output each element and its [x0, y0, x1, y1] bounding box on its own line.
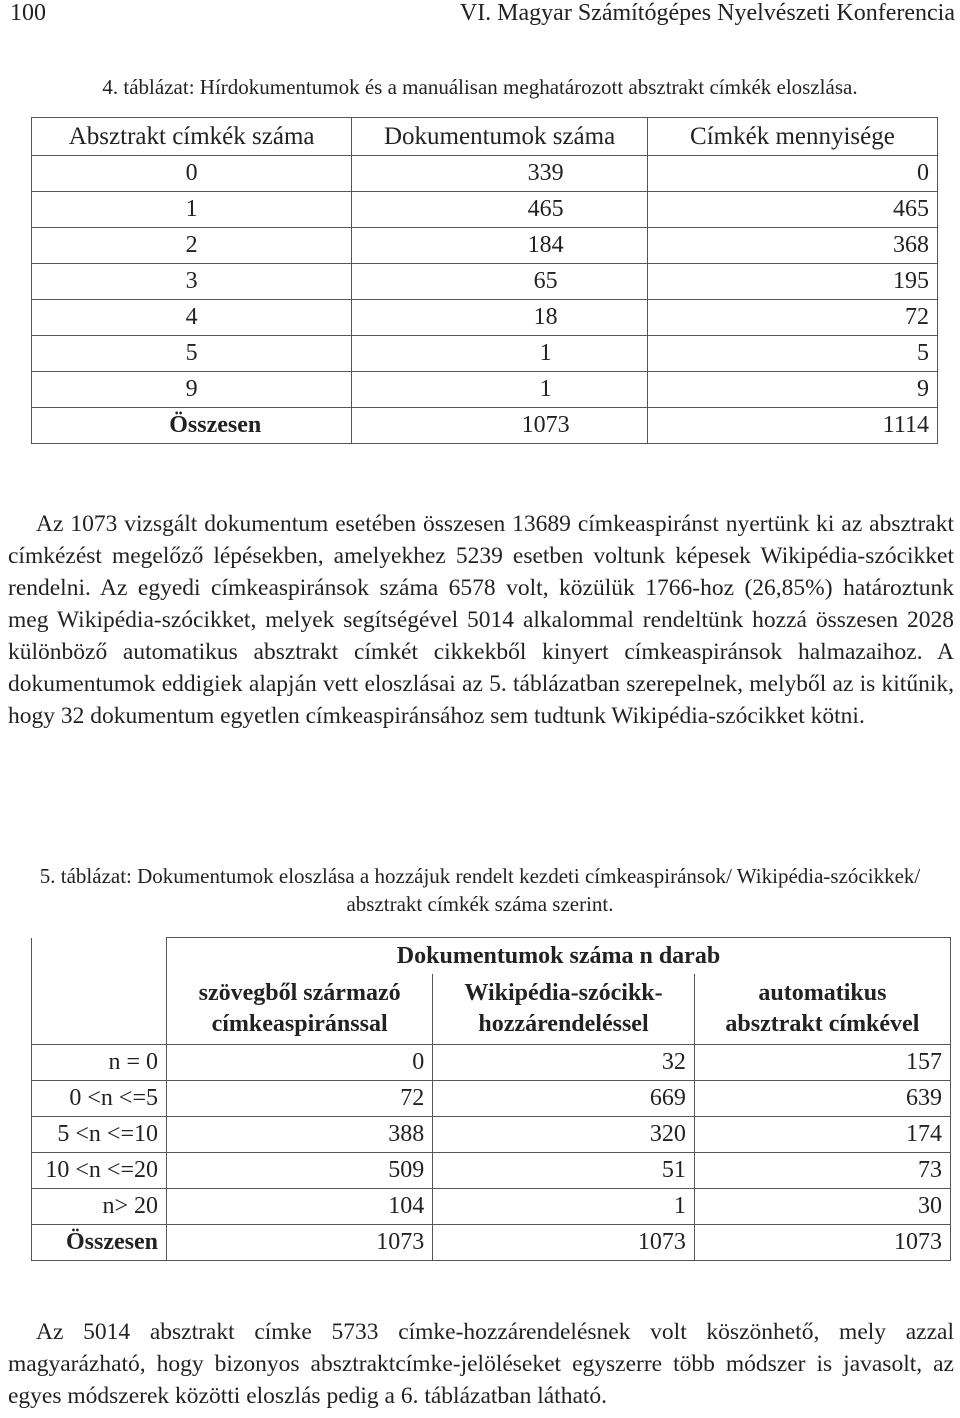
- table-cell: 30: [694, 1189, 950, 1225]
- table-cell: 465: [352, 192, 648, 228]
- table-cell: 1073: [167, 1225, 433, 1261]
- total-label: Összesen: [32, 408, 352, 444]
- body-paragraph: [8, 1316, 954, 1412]
- table5-caption: 5. táblázat: Dokumentumok eloszlása a hozzájuk rendelt kezdeti címkeaspiránsok/ Wikipédia-szócikkek/ absztrakt címkék száma szerint.: [39, 864, 921, 916]
- table-cell: 1: [352, 336, 648, 372]
- table-row: [32, 372, 938, 408]
- table-cell: 65: [352, 264, 648, 300]
- table-row: [32, 192, 938, 228]
- header-line: szövegből származó: [198, 980, 401, 1006]
- header-line: Wikipédia-szócikk-: [464, 980, 663, 1006]
- table5-subheader-row: [32, 974, 951, 1045]
- table-row: [32, 1117, 951, 1153]
- table-row: [32, 300, 938, 336]
- row-label: 10 <n <=20: [32, 1153, 167, 1189]
- table-cell: 9: [647, 372, 937, 408]
- table-cell: 1073: [694, 1225, 950, 1261]
- table-cell: 174: [694, 1117, 950, 1153]
- table-cell: 639: [694, 1081, 950, 1117]
- table-cell: 669: [433, 1081, 695, 1117]
- table4-col-header: Címkék mennyisége: [647, 118, 937, 156]
- header-line: címkeaspiránssal: [211, 1011, 388, 1037]
- table-cell: 1: [32, 192, 352, 228]
- table-cell: 1: [352, 372, 648, 408]
- table5-col-header: [433, 974, 695, 1045]
- table4-col-header: Dokumentumok száma: [352, 118, 648, 156]
- table5-col-header: [694, 974, 950, 1045]
- table4-header-row: [32, 118, 938, 156]
- table5-group-header: Dokumentumok száma n darab: [167, 938, 951, 975]
- row-label: 5 <n <=10: [32, 1117, 167, 1153]
- table-cell: 339: [352, 156, 648, 192]
- table-row: [32, 1189, 951, 1225]
- body-paragraph: [8, 508, 954, 732]
- table5-group-header-row: [32, 938, 951, 975]
- table-cell: 72: [647, 300, 937, 336]
- table-cell: 1114: [647, 408, 937, 444]
- table5: [31, 937, 951, 1261]
- paragraph-text: Az 5014 absztrakt címke 5733 címke-hozzárendelésnek volt köszönhető, mely azzal magyarázható, hogy bizonyos absztraktcímke-jelöléseket egyszerre több módszer is javasolt, az egyes módszerek közötti eloszlás pedig a 6. táblázatban látható.: [8, 1319, 954, 1409]
- table-cell: 18: [352, 300, 648, 336]
- table-cell: 1: [433, 1189, 695, 1225]
- table-cell: 5: [32, 336, 352, 372]
- table4-col-header: Absztrakt címkék száma: [32, 118, 352, 156]
- table-cell: 0: [167, 1045, 433, 1081]
- table-cell: 32: [433, 1045, 695, 1081]
- table-cell: 4: [32, 300, 352, 336]
- table-cell: 73: [694, 1153, 950, 1189]
- table-cell: 0: [32, 156, 352, 192]
- row-label: 0 <n <=5: [32, 1081, 167, 1117]
- table-cell: 320: [433, 1117, 695, 1153]
- table-row: [32, 228, 938, 264]
- table-total-row: [32, 1225, 951, 1261]
- header-line: automatikus: [758, 980, 887, 1006]
- table-cell: 388: [167, 1117, 433, 1153]
- table4-caption: 4. táblázat: Hírdokumentumok és a manuálisan meghatározott absztrakt címkék eloszlása.: [102, 75, 858, 99]
- table-cell: 2: [32, 228, 352, 264]
- table5-col-header: [167, 974, 433, 1045]
- table-total-row: [32, 408, 938, 444]
- table5-corner-cell: [32, 938, 167, 1045]
- table-cell: 509: [167, 1153, 433, 1189]
- page-number: 100: [10, 0, 46, 26]
- table-cell: 5: [647, 336, 937, 372]
- total-label: Összesen: [32, 1225, 167, 1261]
- table-cell: 1073: [433, 1225, 695, 1261]
- table-row: [32, 1045, 951, 1081]
- table-cell: 3: [32, 264, 352, 300]
- table-cell: 1073: [352, 408, 648, 444]
- paragraph-text: Az 1073 vizsgált dokumentum esetében összesen 13689 címkeaspiránst nyertünk ki az absztrakt címkézést megelőző lépésekben, amelyekhez 5239 esetben voltunk képesek Wikipédia-szócikket rendelni. Az egyedi címkeaspiránsok száma 6578 volt, közülük 1766-hoz (26,85%) határoztunk meg Wikipédia-szócikket, melyek segítségével 5014 alkalommal rendeltünk hozzá összesen 2028 különböző automatikus absztrakt címkét cikkekből kinyert címkeaspiránsok halmazaihoz. A dokumentumok eddigiek alapján vett eloszlásai az 5. táblázatban szerepelnek, melyből az is kitűnik, hogy 32 dokumentum egyetlen címkeaspiránsához sem tudtunk Wikipédia-szócikket kötni.: [8, 511, 954, 729]
- table4: [31, 117, 938, 444]
- table-cell: 51: [433, 1153, 695, 1189]
- table-row: [32, 1153, 951, 1189]
- table-row: [32, 264, 938, 300]
- table-cell: 195: [647, 264, 937, 300]
- header-line: absztrakt címkével: [725, 1011, 920, 1037]
- table-cell: 157: [694, 1045, 950, 1081]
- table-row: [32, 1081, 951, 1117]
- row-label: n> 20: [32, 1189, 167, 1225]
- page-header: [10, 0, 955, 30]
- header-line: hozzárendeléssel: [478, 1011, 649, 1037]
- table-row: [32, 156, 938, 192]
- table-cell: 9: [32, 372, 352, 408]
- table-cell: 368: [647, 228, 937, 264]
- table-cell: 72: [167, 1081, 433, 1117]
- table-cell: 184: [352, 228, 648, 264]
- table-cell: 104: [167, 1189, 433, 1225]
- row-label: n = 0: [32, 1045, 167, 1081]
- running-title: VI. Magyar Számítógépes Nyelvészeti Konferencia: [459, 0, 955, 26]
- table-row: [32, 336, 938, 372]
- table-cell: 465: [647, 192, 937, 228]
- table-cell: 0: [647, 156, 937, 192]
